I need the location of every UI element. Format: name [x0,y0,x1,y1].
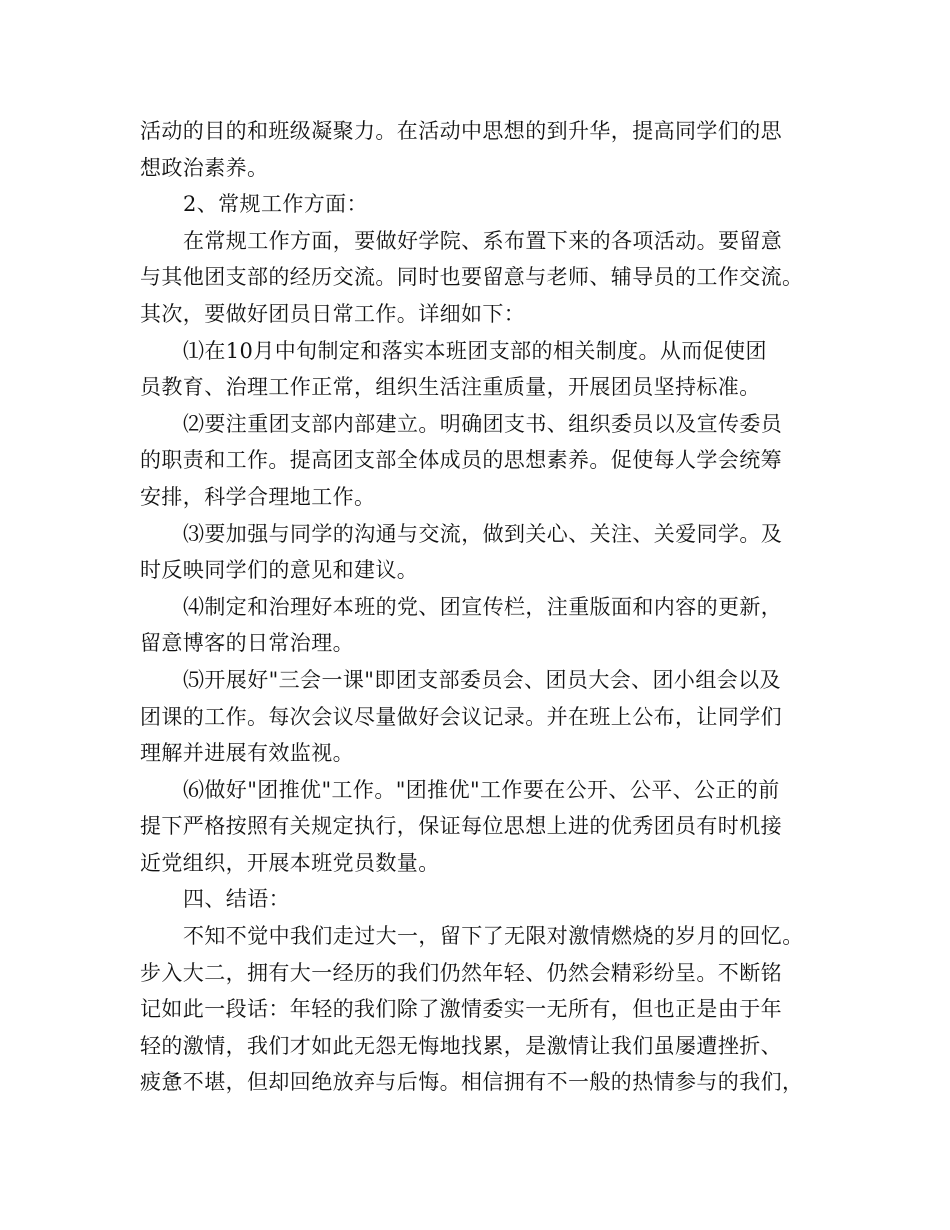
text-line: 近党组织，开展本班党员数量。 [140,850,440,875]
text-line: 想政治素养。 [140,155,269,180]
list-item-5: ⑸开展好"三会一课"即团支部委员会、团员大会、团小组会以及 [183,667,781,692]
text-line: 提下严格按照有关规定执行，保证每位思想上进的优秀团员有时机接 [140,814,782,839]
document-body [140,113,820,1101]
paragraph-start: 不知不觉中我们走过大一，留下了无限对激情燃烧的岁月的回忆。 [183,924,804,949]
text-line: 记如此一段话：年轻的我们除了激情委实一无所有，但也正是由于年 [140,997,782,1022]
text-line: 的职责和工作。提高团支部全体成员的思想素养。促使每人学会统筹 [140,448,782,473]
section-heading: 四、结语： [183,887,290,912]
list-item-6: ⑹做好"团推优"工作。"团推优"工作要在公开、公平、公正的前 [183,777,780,802]
text-line: 轻的激情，我们才如此无怨无悔地找累，是激情让我们虽屡遭挫折、 [140,1033,782,1058]
list-item-2: ⑵要注重团支部内部建立。明确团支书、组织委员以及宣传委员 [183,411,783,436]
text-line: 安排，科学合理地工作。 [140,484,376,509]
list-item-4: ⑷制定和治理好本班的党、团宣传栏，注重版面和内容的更新， [183,594,783,619]
list-item-1: ⑴在10月中旬制定和落实本班团支部的相关制度。从而促使团 [183,338,767,363]
text-line: 团课的工作。每次会议尽量做好会议记录。并在班上公布，让同学们 [140,704,782,729]
text-line: 时反映同学们的意见和建议。 [140,558,419,583]
text-line: 其次，要做好团员日常工作。详细如下： [140,301,526,326]
text-line: 理解并进展有效监视。 [140,741,354,766]
text-line: 留意博客的日常治理。 [140,631,354,656]
section-heading: 2、常规工作方面： [183,192,368,217]
list-item-3: ⑶要加强与同学的沟通与交流，做到关心、关注、关爱同学。及 [183,521,783,546]
paragraph-start: 在常规工作方面，要做好学院、系布置下来的各项活动。要留意 [183,228,783,253]
text-line: 员教育、治理工作正常，组织生活注重质量，开展团员坚持标准。 [140,375,761,400]
text-line: 与其他团支部的经历交流。同时也要留意与老师、辅导员的工作交流。 [140,265,804,290]
text-line: 疲惫不堪，但却回绝放弃与后悔。相信拥有不一般的热情参与的我们， [140,1070,804,1095]
text-line: 步入大二，拥有大一经历的我们仍然年轻、仍然会精彩纷呈。不断铭 [140,960,782,985]
text-line: 活动的目的和班级凝聚力。在活动中思想的到升华，提高同学们的思 [140,119,782,143]
